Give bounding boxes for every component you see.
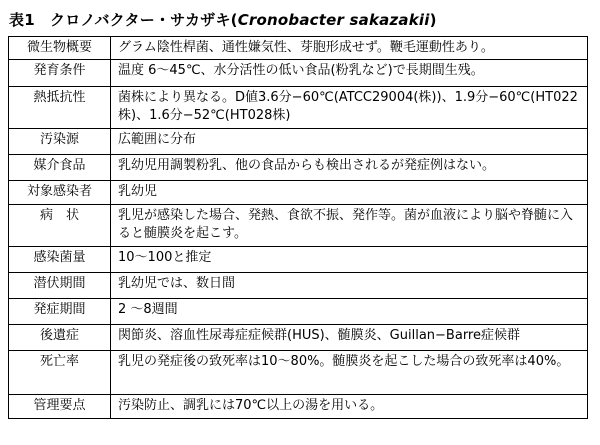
row-label: 発症期間 xyxy=(9,299,111,325)
info-table xyxy=(8,36,588,419)
row-value: 乳児が感染した場合、発熱、食欲不振、発作等。菌が血液により脳や脊髄に入ると髄膜炎を起こす。 xyxy=(111,205,588,247)
table-row xyxy=(9,60,588,87)
row-label: 病 状 xyxy=(9,205,111,247)
row-value: 汚染防止、調乳には70℃以上の湯を用いる。 xyxy=(111,395,588,419)
table-row xyxy=(9,299,588,325)
table-row xyxy=(9,37,588,60)
row-label: 管理要点 xyxy=(9,395,111,419)
row-label: 発育条件 xyxy=(9,60,111,87)
row-label: 対象感染者 xyxy=(9,181,111,205)
table-row xyxy=(9,205,588,247)
table-row xyxy=(9,247,588,273)
row-value: 乳幼児用調製粉乳、他の食品からも検出されるが発症例はない。 xyxy=(111,155,588,181)
row-label: 死亡率 xyxy=(9,351,111,395)
table-title-suffix: ) xyxy=(429,11,437,29)
row-label: 汚染源 xyxy=(9,129,111,155)
row-label: 後遺症 xyxy=(9,325,111,351)
row-value: 乳児の発症後の致死率は10～80%。髄膜炎を起こした場合の致死率は40%。 xyxy=(111,351,588,395)
row-value: 温度 6～45℃、水分活性の低い食品(粉乳など)で長期間生残。 xyxy=(111,60,588,87)
table-row xyxy=(9,87,588,129)
row-label: 潜伏期間 xyxy=(9,273,111,299)
table-row xyxy=(9,129,588,155)
row-label: 感染菌量 xyxy=(9,247,111,273)
table-row xyxy=(9,325,588,351)
row-label: 微生物概要 xyxy=(9,37,111,60)
row-value: 広範囲に分布 xyxy=(111,129,588,155)
row-label: 熱抵抗性 xyxy=(9,87,111,129)
row-value: 10～100と推定 xyxy=(111,247,588,273)
table-row xyxy=(9,155,588,181)
row-value: グラム陰性桿菌、通性嫌気性、芽胞形成せず。鞭毛運動性あり。 xyxy=(111,37,588,60)
table-row xyxy=(9,181,588,205)
row-value: 乳幼児では、数日間 xyxy=(111,273,588,299)
table-title-prefix: 表1 クロノバクター・サカザキ( xyxy=(9,11,238,29)
row-value: 関節炎、溶血性尿毒症症候群(HUS)、髄膜炎、Guillan−Barre症候群 xyxy=(111,325,588,351)
table-row xyxy=(9,273,588,299)
row-value: 2 ～8週間 xyxy=(111,299,588,325)
row-value: 乳幼児 xyxy=(111,181,588,205)
table-title xyxy=(9,9,437,31)
scientific-name: Cronobacter sakazakii xyxy=(237,11,430,29)
row-label: 媒介食品 xyxy=(9,155,111,181)
table-row xyxy=(9,351,588,395)
table-row xyxy=(9,395,588,419)
row-value: 菌株により異なる。D値3.6分−60℃(ATCC29004(株))、1.9分−60℃(HT022株)、1.6分−52℃(HT028株) xyxy=(111,87,588,129)
